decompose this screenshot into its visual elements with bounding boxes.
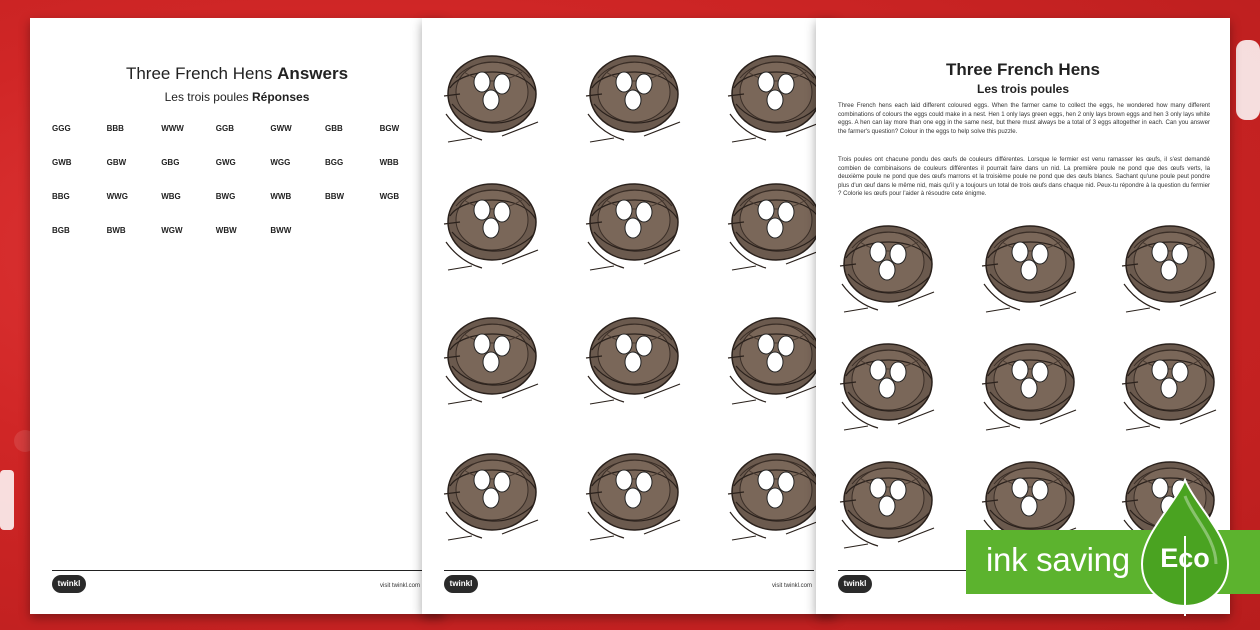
question-subtitle: Les trois poules (976, 82, 1070, 96)
combination-code: GBW (106, 158, 127, 167)
answers-page (30, 18, 444, 614)
background-dot (0, 470, 14, 530)
combination-code: BWG (215, 192, 236, 201)
nest-with-eggs-icon (442, 176, 542, 272)
combination-code: GBB (324, 124, 343, 133)
nest-with-eggs-icon (584, 176, 684, 272)
nest-with-eggs-icon (726, 310, 826, 406)
combination-code: WGG (270, 158, 291, 167)
combination-code: GWW (270, 124, 292, 133)
answers-subtitle: Les trois poules Réponses (164, 90, 310, 104)
eco-label: Eco (1160, 543, 1210, 573)
combination-code: WWB (270, 192, 292, 201)
nest-with-eggs-icon (442, 446, 542, 542)
combination-code: BWW (270, 226, 292, 235)
nest-with-eggs-icon (726, 48, 826, 144)
question-paragraph-english: Three French hens each laid different coloured eggs. When the farmer came to collect the eggs, he wondered how many different combinations of colours the eggs could make in a nest. Hen 1 only lays green eggs, hen 2 only lays brown eggs and hen 3 only lays white eggs. A hen can lay more than one egg in the same nest, but there must always be a total of 3 eggs altogether in each. Can you answer the farmer's question? Colour in the eggs to help solve this puzzle. (838, 102, 1210, 135)
nest-with-eggs-icon (838, 454, 938, 550)
twinkl-logo: twinkl (444, 575, 478, 593)
combination-code: BGB (52, 226, 70, 235)
footer-url: visit twinkl.com (379, 583, 420, 589)
nest-with-eggs-icon (584, 310, 684, 406)
background-dot (1236, 40, 1260, 120)
combination-code: WBB (379, 158, 399, 167)
twinkl-logo: twinkl (52, 575, 86, 593)
combination-code: WWW (161, 124, 184, 133)
nest-with-eggs-icon (726, 446, 826, 542)
combination-code: BBB (106, 124, 124, 133)
nest-with-eggs-icon (1120, 336, 1220, 432)
nest-with-eggs-icon (442, 48, 542, 144)
combination-code: BWB (106, 226, 126, 235)
combination-code: WBW (215, 226, 237, 235)
nests-page (422, 18, 836, 614)
question-paragraph-french: Trois poules ont chacune pondu des œufs de couleurs différentes. Lorsque le fermier est venu ramasser les œufs, il s'est demandé combien de combinaisons de couleurs différentes il pourrait faire dans un nid. La première poule ne pond que des œufs verts, la deuxième poule ne pond que des œufs marrons et la troisième poule ne pond que des œufs blancs. Sachant qu'une poule peut pondre plus d'un œuf dans le même nid, mais qu'il y a toujours un total de trois œufs dans chaque nid. Peux-tu répondre à la question du fermier ? Colorie les œufs pour l'aider à résoudre cete énigme. (838, 156, 1210, 198)
combination-code: WGB (379, 192, 400, 201)
nest-with-eggs-icon (726, 176, 826, 272)
nest-with-eggs-icon (838, 218, 938, 314)
combination-code: BGW (379, 124, 400, 133)
nest-with-eggs-icon (1120, 218, 1220, 314)
nest-with-eggs-icon (584, 48, 684, 144)
combination-code: GWG (215, 158, 236, 167)
combination-code: WWG (106, 192, 128, 201)
combination-code: GWB (52, 158, 72, 167)
combination-code: BBW (324, 192, 345, 201)
combinations-grid (52, 124, 422, 236)
nest-with-eggs-icon (980, 218, 1080, 314)
footer-divider (52, 570, 422, 571)
combination-code: WGW (161, 226, 183, 235)
twinkl-logo: twinkl (838, 575, 872, 593)
nest-with-eggs-icon (584, 446, 684, 542)
combination-code: GGG (52, 124, 71, 133)
combination-code: WBG (161, 192, 181, 201)
footer-divider (444, 570, 814, 571)
nest-with-eggs-icon (980, 336, 1080, 432)
nest-with-eggs-icon (838, 336, 938, 432)
answers-title: Three French Hens Answers (125, 64, 349, 83)
combination-code: BBG (52, 192, 70, 201)
combination-code: GGB (215, 124, 235, 133)
question-title: Three French Hens (946, 60, 1100, 79)
nest-with-eggs-icon (442, 310, 542, 406)
footer-url: visit twinkl.com (771, 583, 812, 589)
combination-code: BGG (324, 158, 344, 167)
ink-saving-label: ink saving (986, 541, 1130, 578)
combination-code: GBG (161, 158, 180, 167)
